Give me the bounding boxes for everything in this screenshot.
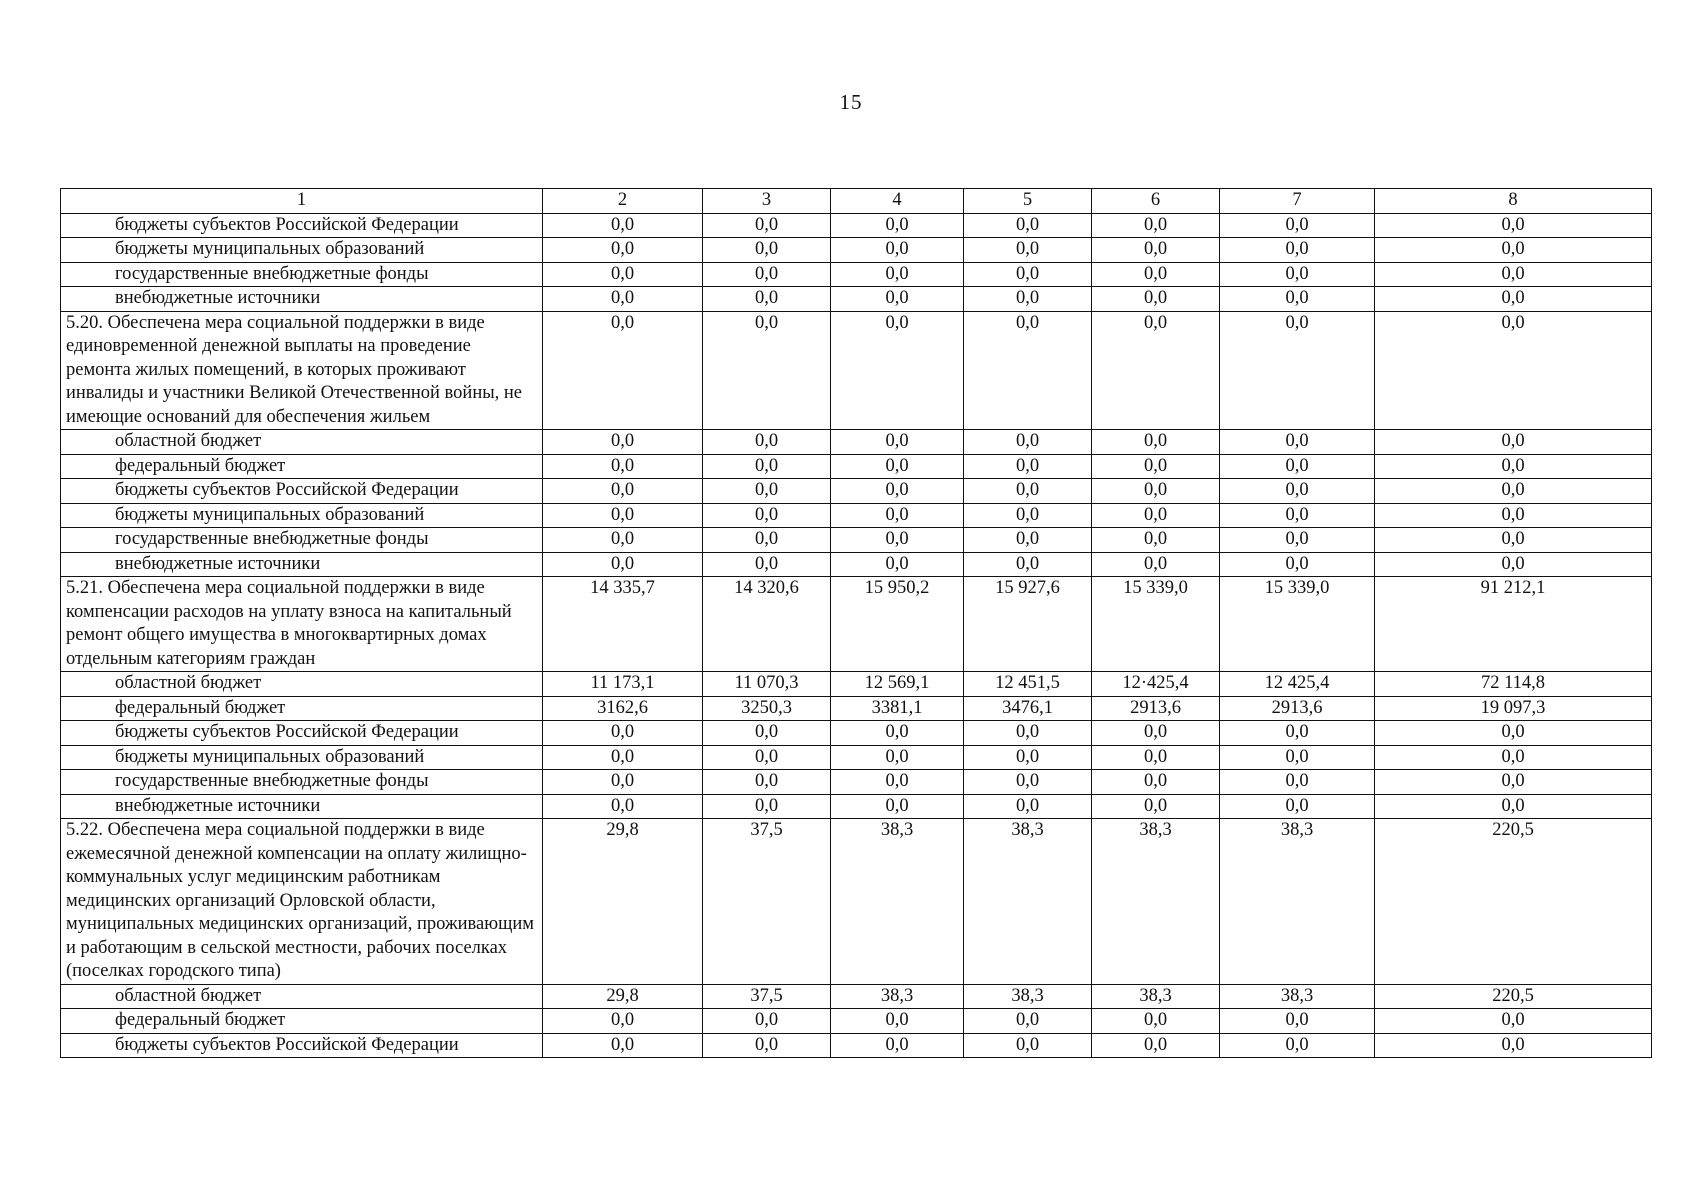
value-cell: 0,0 (1375, 721, 1652, 746)
measure-row (61, 577, 1652, 672)
funding-source-row (61, 745, 1652, 770)
value-cell: 3476,1 (964, 696, 1092, 721)
value-cell: 37,5 (703, 819, 831, 985)
value-cell: 0,0 (703, 454, 831, 479)
funding-source-row (61, 721, 1652, 746)
value-cell: 0,0 (543, 503, 703, 528)
value-cell: 0,0 (703, 287, 831, 312)
value-cell: 0,0 (1220, 770, 1375, 795)
value-cell: 0,0 (964, 552, 1092, 577)
funding-source-row (61, 287, 1652, 312)
value-cell: 0,0 (1092, 528, 1220, 553)
value-cell: 0,0 (703, 213, 831, 238)
value-cell: 0,0 (964, 770, 1092, 795)
value-cell: 0,0 (703, 528, 831, 553)
value-cell: 0,0 (964, 1009, 1092, 1034)
value-cell: 0,0 (831, 213, 964, 238)
value-cell: 0,0 (1220, 794, 1375, 819)
value-cell: 0,0 (543, 721, 703, 746)
value-cell: 0,0 (831, 528, 964, 553)
value-cell: 29,8 (543, 819, 703, 985)
measure-description: 5.22. Обеспечена мера социальной поддержки в виде ежемесячной денежной компенсации на оплату жилищно-коммунальных услуг медицинским работникам медицинских организаций Орловской области, муниципальных медицинских организаций, проживающим и работающим в сельской местности, рабочих поселках (поселках городского типа) (61, 819, 543, 985)
value-cell: 0,0 (1375, 1009, 1652, 1034)
funding-source-row (61, 770, 1652, 795)
value-cell: 0,0 (1375, 479, 1652, 504)
value-cell: 14 335,7 (543, 577, 703, 672)
table-body (61, 189, 1652, 1058)
funding-source-row (61, 552, 1652, 577)
funding-source-label: государственные внебюджетные фонды (61, 528, 543, 553)
value-cell: 0,0 (1220, 745, 1375, 770)
value-cell: 12 569,1 (831, 672, 964, 697)
value-cell: 0,0 (964, 238, 1092, 263)
funding-source-row (61, 479, 1652, 504)
value-cell: 0,0 (1220, 238, 1375, 263)
value-cell: 0,0 (964, 721, 1092, 746)
measure-row (61, 311, 1652, 430)
value-cell: 0,0 (1220, 262, 1375, 287)
value-cell: 15 927,6 (964, 577, 1092, 672)
value-cell: 38,3 (831, 984, 964, 1009)
value-cell: 0,0 (1220, 213, 1375, 238)
value-cell: 0,0 (831, 1009, 964, 1034)
value-cell: 15 339,0 (1220, 577, 1375, 672)
value-cell: 0,0 (1092, 430, 1220, 455)
value-cell: 0,0 (1092, 287, 1220, 312)
value-cell: 19 097,3 (1375, 696, 1652, 721)
value-cell: 0,0 (1092, 503, 1220, 528)
value-cell: 38,3 (1220, 984, 1375, 1009)
value-cell: 29,8 (543, 984, 703, 1009)
value-cell: 0,0 (1220, 552, 1375, 577)
value-cell: 12 451,5 (964, 672, 1092, 697)
value-cell: 0,0 (1092, 311, 1220, 430)
value-cell: 0,0 (543, 794, 703, 819)
page-number: 15 (839, 90, 863, 114)
value-cell: 0,0 (1375, 794, 1652, 819)
value-cell: 0,0 (1375, 770, 1652, 795)
funding-source-row (61, 213, 1652, 238)
value-cell: 0,0 (1092, 552, 1220, 577)
value-cell: 0,0 (703, 1033, 831, 1058)
value-cell: 0,0 (831, 770, 964, 795)
value-cell: 0,0 (1092, 1009, 1220, 1034)
value-cell: 0,0 (964, 430, 1092, 455)
value-cell: 0,0 (703, 479, 831, 504)
value-cell: 0,0 (831, 794, 964, 819)
value-cell: 0,0 (543, 770, 703, 795)
value-cell: 0,0 (703, 430, 831, 455)
funding-source-row (61, 696, 1652, 721)
value-cell: 0,0 (543, 1033, 703, 1058)
value-cell: 38,3 (1092, 984, 1220, 1009)
funding-source-row (61, 1033, 1652, 1058)
value-cell: 0,0 (543, 213, 703, 238)
column-header: 8 (1375, 189, 1652, 214)
value-cell: 0,0 (1092, 238, 1220, 263)
measure-description: 5.20. Обеспечена мера социальной поддержки в виде единовременной денежной выплаты на проведение ремонта жилых помещений, в которых проживают инвалиды и участники Великой Отечественной войны, не имеющие оснований для обеспечения жильем (61, 311, 543, 430)
funding-source-label: федеральный бюджет (61, 454, 543, 479)
value-cell: 0,0 (964, 287, 1092, 312)
table-header-row (61, 189, 1652, 214)
value-cell: 0,0 (964, 503, 1092, 528)
value-cell: 0,0 (1092, 794, 1220, 819)
value-cell: 0,0 (703, 745, 831, 770)
value-cell: 0,0 (703, 721, 831, 746)
value-cell: 0,0 (1092, 745, 1220, 770)
value-cell: 220,5 (1375, 984, 1652, 1009)
value-cell: 3162,6 (543, 696, 703, 721)
value-cell: 0,0 (1375, 503, 1652, 528)
value-cell: 38,3 (1220, 819, 1375, 985)
value-cell: 0,0 (1375, 311, 1652, 430)
value-cell: 0,0 (964, 213, 1092, 238)
funding-source-label: бюджеты субъектов Российской Федерации (61, 479, 543, 504)
value-cell: 0,0 (1092, 262, 1220, 287)
value-cell: 0,0 (703, 770, 831, 795)
value-cell: 91 212,1 (1375, 577, 1652, 672)
value-cell: 0,0 (1220, 287, 1375, 312)
value-cell: 0,0 (964, 794, 1092, 819)
value-cell: 0,0 (543, 528, 703, 553)
funding-source-label: бюджеты субъектов Российской Федерации (61, 721, 543, 746)
value-cell: 0,0 (1220, 430, 1375, 455)
value-cell: 15 339,0 (1092, 577, 1220, 672)
value-cell: 3250,3 (703, 696, 831, 721)
funding-source-row (61, 672, 1652, 697)
value-cell: 0,0 (831, 479, 964, 504)
value-cell: 0,0 (543, 430, 703, 455)
value-cell: 38,3 (831, 819, 964, 985)
column-header: 7 (1220, 189, 1375, 214)
value-cell: 0,0 (831, 454, 964, 479)
column-header: 1 (61, 189, 543, 214)
value-cell: 0,0 (1375, 745, 1652, 770)
value-cell: 0,0 (543, 1009, 703, 1034)
funding-source-label: бюджеты муниципальных образований (61, 503, 543, 528)
value-cell: 0,0 (831, 552, 964, 577)
value-cell: 11 173,1 (543, 672, 703, 697)
value-cell: 15 950,2 (831, 577, 964, 672)
value-cell: 0,0 (1092, 213, 1220, 238)
value-cell: 0,0 (1220, 454, 1375, 479)
funding-source-row (61, 503, 1652, 528)
value-cell: 0,0 (703, 552, 831, 577)
funding-source-label: бюджеты субъектов Российской Федерации (61, 213, 543, 238)
funding-source-row (61, 528, 1652, 553)
value-cell: 0,0 (1375, 262, 1652, 287)
funding-source-label: государственные внебюджетные фонды (61, 770, 543, 795)
value-cell: 0,0 (1092, 479, 1220, 504)
value-cell: 0,0 (964, 1033, 1092, 1058)
value-cell: 0,0 (1092, 721, 1220, 746)
value-cell: 0,0 (703, 311, 831, 430)
value-cell: 12 425,4 (1220, 672, 1375, 697)
value-cell: 0,0 (1220, 1033, 1375, 1058)
column-header: 3 (703, 189, 831, 214)
column-header: 6 (1092, 189, 1220, 214)
funding-source-row (61, 262, 1652, 287)
value-cell: 0,0 (964, 745, 1092, 770)
value-cell: 0,0 (831, 1033, 964, 1058)
value-cell: 0,0 (1220, 311, 1375, 430)
value-cell: 0,0 (1220, 721, 1375, 746)
value-cell: 12·425,4 (1092, 672, 1220, 697)
value-cell: 0,0 (1375, 552, 1652, 577)
value-cell: 0,0 (831, 238, 964, 263)
value-cell: 0,0 (543, 454, 703, 479)
measure-row (61, 819, 1652, 985)
value-cell: 0,0 (1375, 454, 1652, 479)
value-cell: 0,0 (1375, 238, 1652, 263)
budget-table (60, 188, 1652, 1058)
funding-source-row (61, 984, 1652, 1009)
value-cell: 14 320,6 (703, 577, 831, 672)
value-cell: 0,0 (1375, 528, 1652, 553)
value-cell: 0,0 (831, 503, 964, 528)
value-cell: 0,0 (1220, 479, 1375, 504)
measure-description: 5.21. Обеспечена мера социальной поддержки в виде компенсации расходов на уплату взноса на капитальный ремонт общего имущества в многоквартирных домах отдельным категориям граждан (61, 577, 543, 672)
value-cell: 0,0 (543, 238, 703, 263)
value-cell: 37,5 (703, 984, 831, 1009)
value-cell: 0,0 (703, 238, 831, 263)
funding-source-label: федеральный бюджет (61, 1009, 543, 1034)
funding-source-label: областной бюджет (61, 430, 543, 455)
value-cell: 38,3 (1092, 819, 1220, 985)
value-cell: 0,0 (1092, 454, 1220, 479)
value-cell: 0,0 (831, 745, 964, 770)
value-cell: 0,0 (1375, 287, 1652, 312)
funding-source-label: внебюджетные источники (61, 552, 543, 577)
value-cell: 2913,6 (1092, 696, 1220, 721)
value-cell: 0,0 (964, 479, 1092, 504)
value-cell: 0,0 (543, 745, 703, 770)
value-cell: 72 114,8 (1375, 672, 1652, 697)
value-cell: 0,0 (1375, 213, 1652, 238)
funding-source-label: внебюджетные источники (61, 794, 543, 819)
value-cell: 0,0 (1220, 1009, 1375, 1034)
value-cell: 0,0 (831, 262, 964, 287)
value-cell: 0,0 (1092, 1033, 1220, 1058)
funding-source-row (61, 430, 1652, 455)
value-cell: 11 070,3 (703, 672, 831, 697)
value-cell: 0,0 (1092, 770, 1220, 795)
value-cell: 2913,6 (1220, 696, 1375, 721)
value-cell: 0,0 (964, 262, 1092, 287)
value-cell: 38,3 (964, 819, 1092, 985)
value-cell: 0,0 (1220, 503, 1375, 528)
value-cell: 0,0 (964, 454, 1092, 479)
funding-source-row (61, 454, 1652, 479)
value-cell: 220,5 (1375, 819, 1652, 985)
value-cell: 0,0 (543, 287, 703, 312)
funding-source-row (61, 794, 1652, 819)
funding-source-row (61, 1009, 1652, 1034)
value-cell: 0,0 (831, 721, 964, 746)
value-cell: 3381,1 (831, 696, 964, 721)
value-cell: 0,0 (543, 262, 703, 287)
funding-source-row (61, 238, 1652, 263)
funding-source-label: областной бюджет (61, 672, 543, 697)
value-cell: 38,3 (964, 984, 1092, 1009)
value-cell: 0,0 (1375, 430, 1652, 455)
column-header: 5 (964, 189, 1092, 214)
value-cell: 0,0 (543, 552, 703, 577)
column-header: 2 (543, 189, 703, 214)
funding-source-label: государственные внебюджетные фонды (61, 262, 543, 287)
funding-source-label: бюджеты муниципальных образований (61, 238, 543, 263)
value-cell: 0,0 (964, 311, 1092, 430)
value-cell: 0,0 (543, 311, 703, 430)
funding-source-label: областной бюджет (61, 984, 543, 1009)
column-header: 4 (831, 189, 964, 214)
value-cell: 0,0 (703, 262, 831, 287)
funding-source-label: бюджеты субъектов Российской Федерации (61, 1033, 543, 1058)
value-cell: 0,0 (703, 503, 831, 528)
value-cell: 0,0 (1375, 1033, 1652, 1058)
value-cell: 0,0 (831, 311, 964, 430)
value-cell: 0,0 (1220, 528, 1375, 553)
funding-source-label: внебюджетные источники (61, 287, 543, 312)
funding-source-label: бюджеты муниципальных образований (61, 745, 543, 770)
value-cell: 0,0 (703, 1009, 831, 1034)
value-cell: 0,0 (543, 479, 703, 504)
value-cell: 0,0 (964, 528, 1092, 553)
value-cell: 0,0 (831, 430, 964, 455)
value-cell: 0,0 (831, 287, 964, 312)
value-cell: 0,0 (703, 794, 831, 819)
funding-source-label: федеральный бюджет (61, 696, 543, 721)
